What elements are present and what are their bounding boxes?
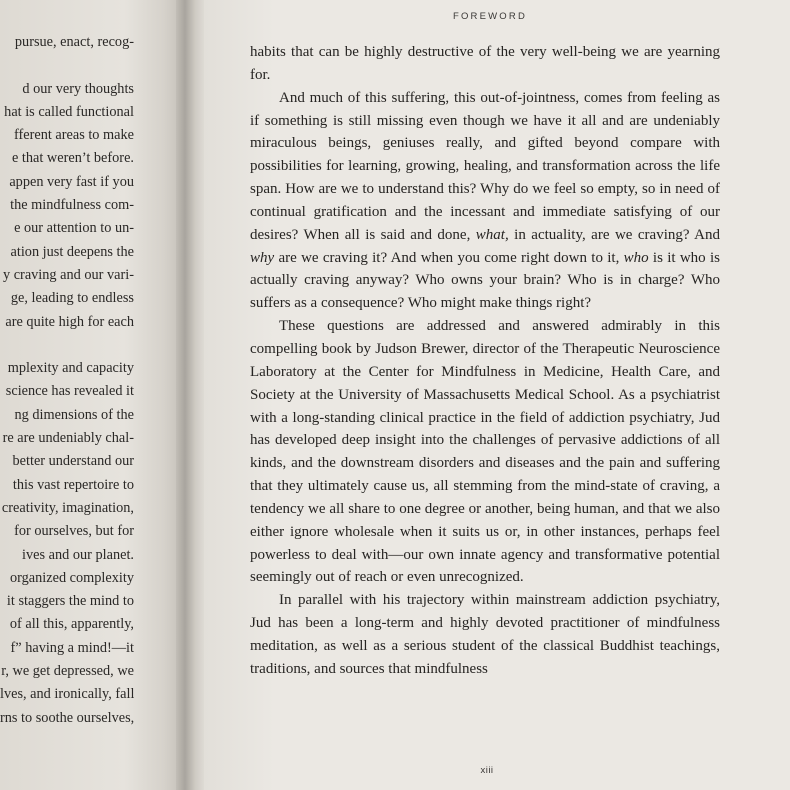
left-page-line: better understand our [12,453,134,470]
left-page-line: for ourselves, but for [14,523,134,540]
text-run: And much of this suffering, this out-of-jointness, comes from feeling as if something is still missing even though we have it all and are undeniably miraculous beings, geniuses really, and gifted beyond compare with possibilities for learning, growing, healing, and transformation across the life span. How are we to understand this? Why do we feel so empty, so in need of continual gratification and the incessant and immediate satisfying of our desires? When all is said and done, [250,89,720,243]
left-page-line: y craving and our vari- [2,266,134,283]
text-run: is it who is actually craving anyway? Who owns your brain? Who is in charge? Who suffers as a consequence? Who might make things right? [250,249,720,312]
left-page-line: ives and our planet. [22,546,134,563]
left-page-line: the mindfulness com- [10,197,134,214]
paragraph [250,41,720,87]
left-page-line: this vast repertoire to [12,476,134,493]
left-page-line [0,334,134,357]
left-page-line: d our very thoughts [22,80,134,97]
paragraph [250,589,720,680]
left-page-line: lves, and ironically, fall [0,686,134,703]
right-page [204,0,790,790]
body-text [250,41,720,681]
text-run: are we craving it? And when you come right down to it, [274,249,624,266]
left-page-line: organized complexity [9,569,134,586]
left-page-line: rns to soothe ourselves, [0,709,134,726]
left-page-line: ng dimensions of the [14,406,134,423]
italic-text: what, [475,226,509,243]
left-page-line: pursue, enact, recog- [14,34,134,50]
left-page-text [0,31,134,730]
left-page-line: science has revealed it [5,383,134,400]
left-page-line: re are undeniably chal- [2,430,134,447]
left-page-line: of all this, apparently, [9,616,134,633]
paragraph [250,87,720,315]
left-page-line: hat is called functional [4,103,134,120]
left-page-line: e that weren’t before. [12,150,134,167]
italic-text: why [250,249,275,266]
italic-text: who [623,249,649,266]
left-page-line: are quite high for each [5,313,134,330]
left-page-line: it staggers the mind to [6,593,134,610]
left-page-line: r, we get depressed, we [1,663,134,680]
left-page-line: ge, leading to endless [10,290,134,307]
text-run: In parallel with his trajectory within mainstream addiction psychiatry, Jud has been a long-term and highly devoted practitioner of mindfulness meditation, as well as a serious student of the classical Buddhist teachings, traditions, and sources that mindfulness [250,592,720,677]
left-page-line: mplexity and capacity [7,360,134,377]
text-run: These questions are addressed and answered admirably in this compelling book by Judson Brewer, director of the Therapeutic Neuroscience Laboratory at the Center for Mindfulness in Medicine, Health Care, and Society at the University of Massachusetts Medical School. As a psychiatrist with a long-standing clinical practice in the field of addiction psychiatry, Jud has developed deep insight into the challenges of pervasive addictions of all kinds, and the downstream disorders and diseases and the pain and suffering that they ultimately cause us, all stemming from the mind-state of craving, a tendency we all share to one degree or another, being human, and that we also either ignore wholesale when it suits us or, in other instances, perhaps feel powerless to deal with—our own innate agency and transformative potential seemingly out of reach or even unrecognized. [250,318,720,586]
book-gutter [176,0,206,790]
left-page-line: creativity, imagination, [1,499,134,516]
left-page-line: ation just deepens the [10,243,134,260]
page-number: xiii [480,765,494,776]
text-run: habits that can be highly destructive of the very well-being we are yearning for. [250,44,720,83]
left-page-line: appen very fast if you [9,173,134,190]
paragraph [250,315,720,589]
running-head: FOREWORD [452,11,528,22]
left-page [0,0,178,790]
left-page-line [0,54,134,77]
left-page-line: f” having a mind!—it [10,639,134,656]
left-page-line: fferent areas to make [13,127,134,144]
left-page-line: e our attention to un- [14,220,134,237]
text-run: in actuality, are we craving? And [508,226,720,243]
